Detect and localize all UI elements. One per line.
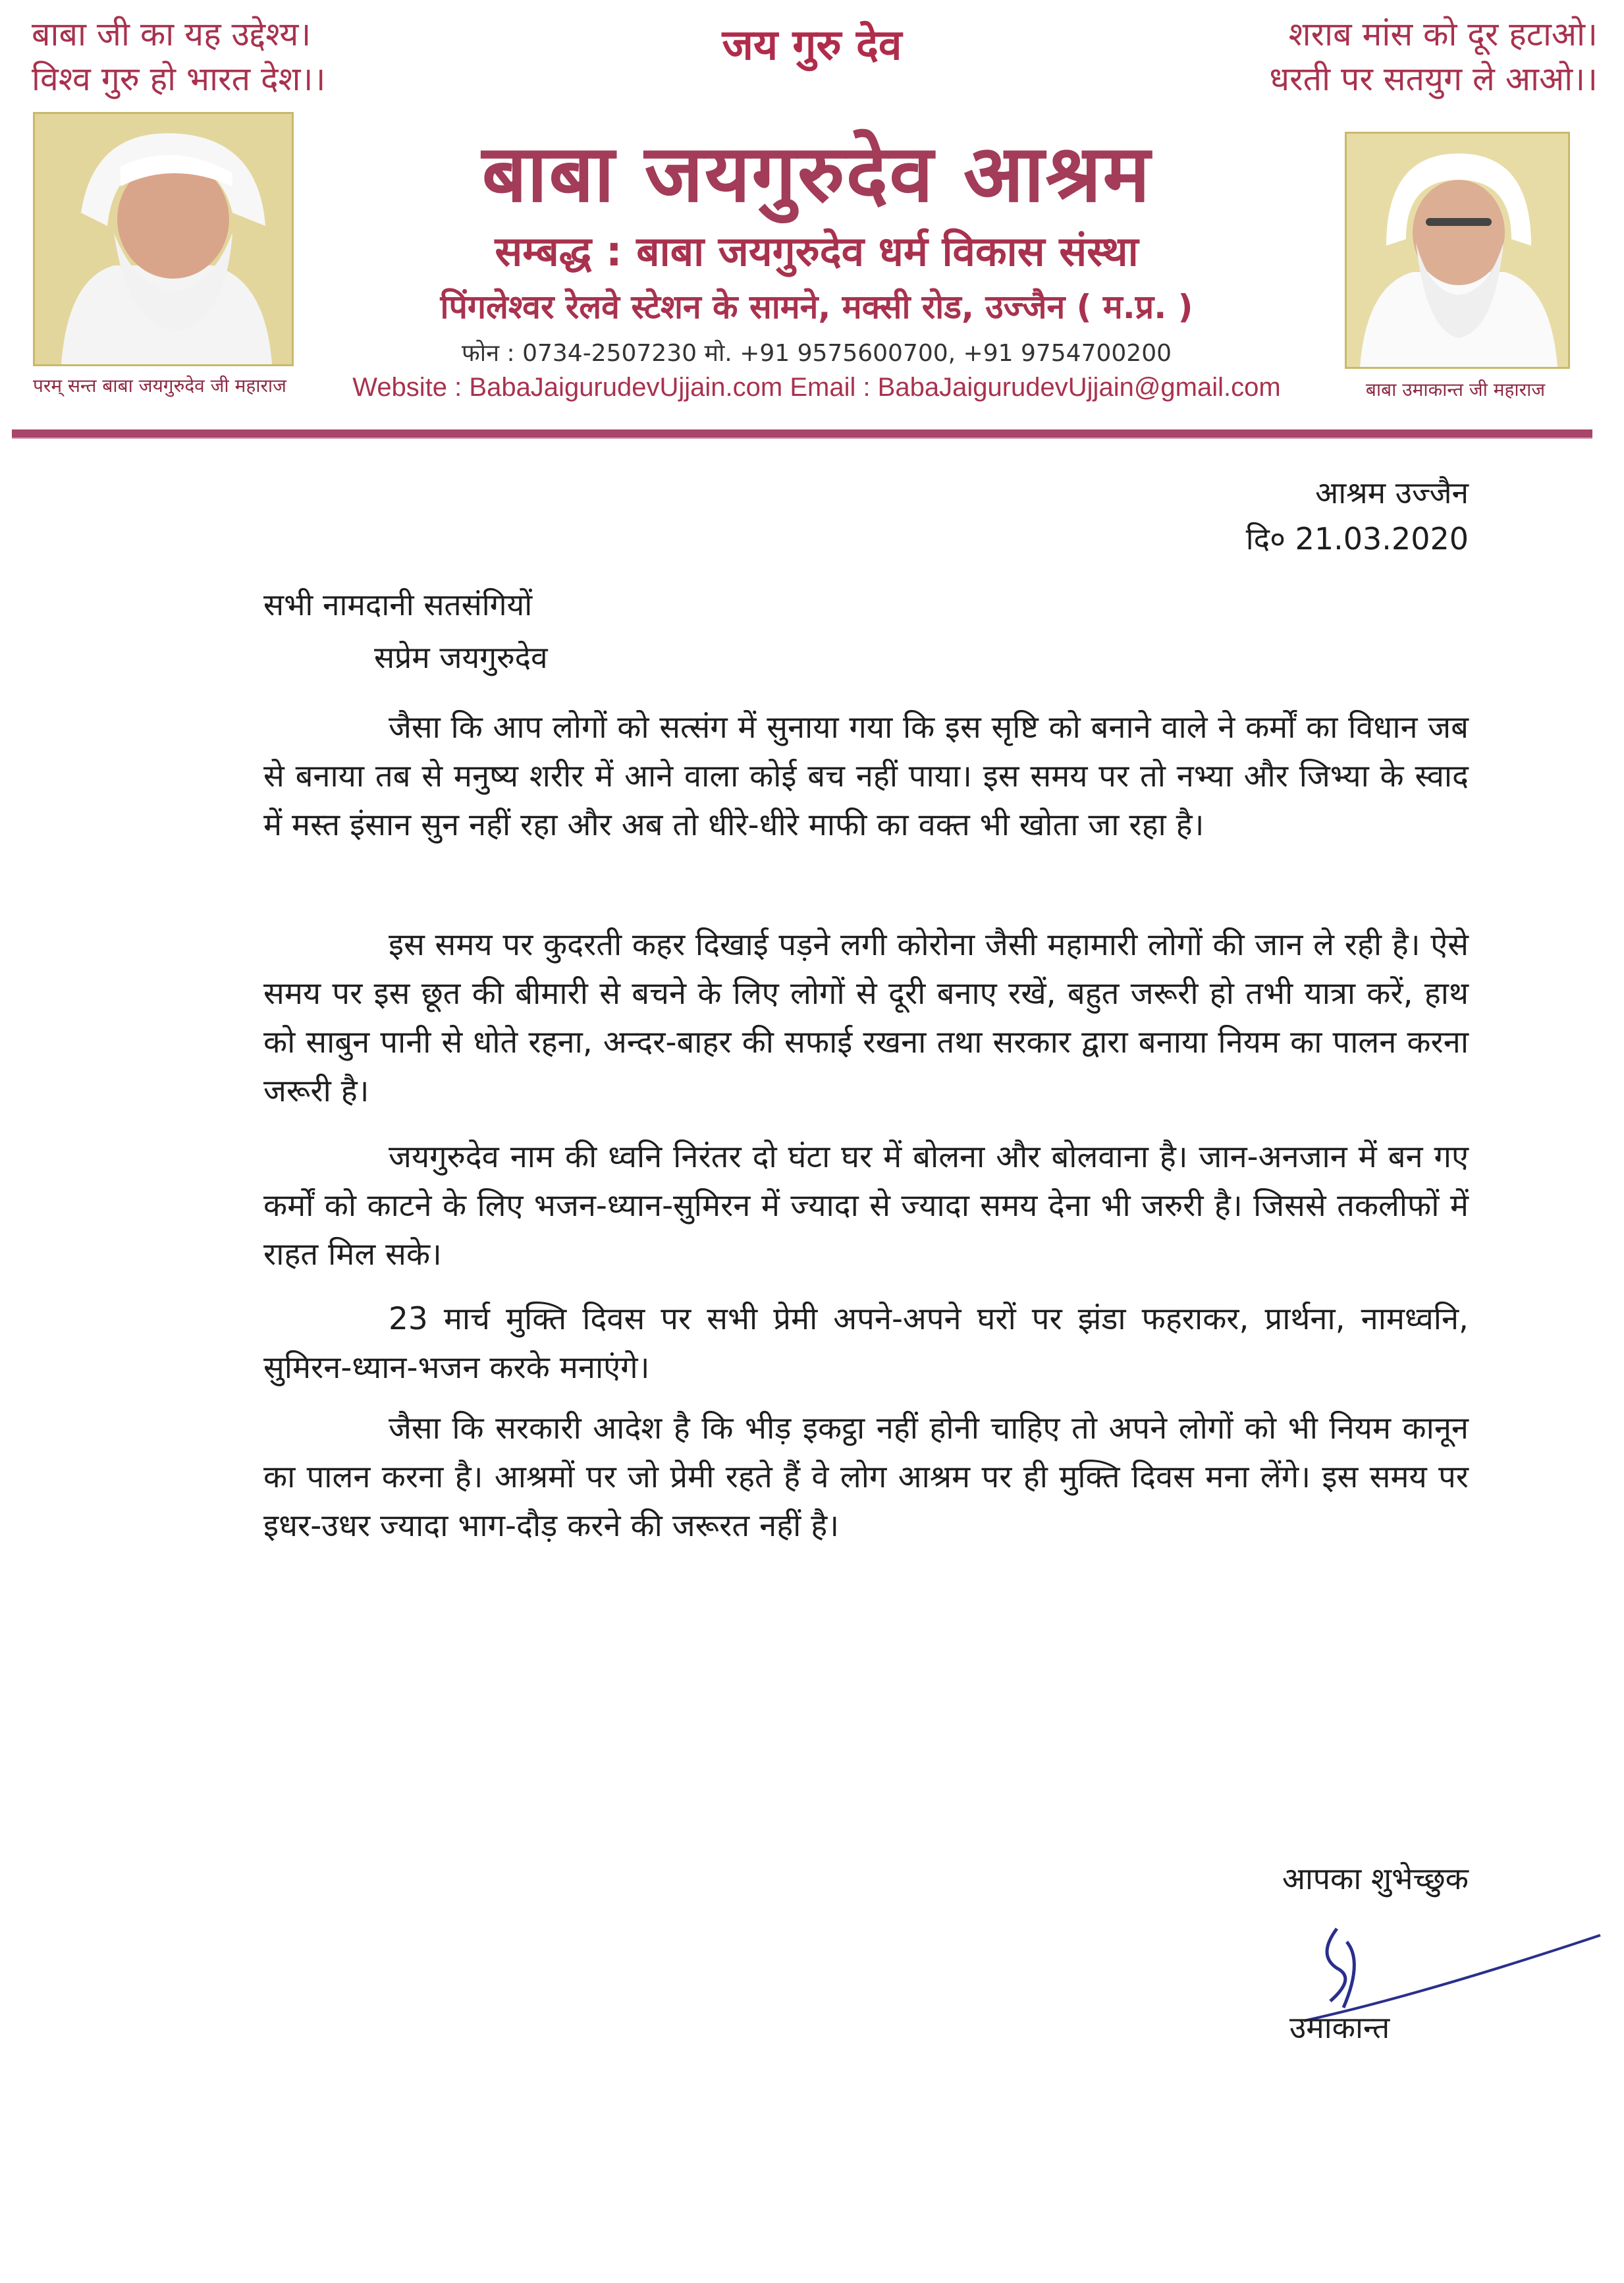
letter-date: दि० 21.03.2020 [1245, 521, 1469, 557]
address: पिंगलेश्वर रेलवे स्टेशन के सामने, मक्सी रोड, उज्जैन ( म.प्र. ) [440, 288, 1193, 326]
portrait-left-image [35, 114, 292, 364]
org-title: बाबा जयगुरुदेव आश्रम [481, 128, 1152, 220]
slogan-left-line-2: विश्व गुरु हो भारत देश।। [32, 60, 326, 98]
closing: आपका शुभेच्छुक [1282, 1861, 1469, 1896]
salutation: सभी नामदानी सतसंगियों [263, 587, 533, 622]
caption-right: बाबा उमाकान्त जी महाराज [1365, 379, 1546, 400]
phone-numbers: फोन : 0734-2507230 मो. +91 9575600700, +91 9754700200 [462, 340, 1172, 367]
website-email: Website : BabaJaigurudevUjjain.com Email : BabaJaigurudevUjjain@gmail.com [352, 373, 1281, 402]
portrait-left [33, 112, 294, 366]
paragraph-5: जैसा कि सरकारी आदेश है कि भीड़ इकट्ठा नहीं होनी चाहिए तो अपने लोगों को भी नियम कानून का पालन करना है। आश्रमों पर जो प्रेमी रहते हैं वे लोग आश्रम पर ही मुक्ति दिवस मना लेंगे। इस समय पर इधर-उधर ज्यादा भाग-दौड़ करने की जरूरत नहीं है। [263, 1410, 1469, 1544]
greeting: सप्रेम जयगुरुदेव [374, 640, 548, 675]
signatory-name: उमाकान्त [1289, 2010, 1390, 2045]
portrait-right [1345, 132, 1570, 369]
paragraph-3: जयगुरुदेव नाम की ध्वनि निरंतर दो घंटा घर में बोलना और बोलवाना है। जान-अनजान में बन गए कर्मों को काटने के लिए भजन-ध्यान-सुमिरन में ज्यादा से ज्यादा समय देना भी जरुरी है। जिससे तकलीफों में राहत मिल सके। [263, 1139, 1469, 1273]
affiliation: सम्बद्ध : बाबा जयगुरुदेव धर्म विकास संस्था [495, 227, 1139, 275]
portrait-right-image [1347, 134, 1568, 367]
slogan-right-line-2: धरती पर सतयुग ले आओ।। [1269, 60, 1598, 98]
caption-left: परम् सन्त बाबा जयगुरुदेव जी महाराज [33, 375, 286, 397]
top-title: जय गुरु देव [722, 21, 902, 70]
header-divider [12, 429, 1592, 439]
letter-place: आश्रम उज्जैन [1315, 475, 1469, 510]
paragraph-2: इस समय पर कुदरती कहर दिखाई पड़ने लगी कोरोना जैसी महामारी लोगों की जान ले रही है। ऐसे समय पर इस छूत की बीमारी से बचने के लिए लोगों से दूरी बनाए रखें, बहुत जरूरी हो तभी यात्रा करें, हाथ को साबुन पानी से धोते रहना, अन्दर-बाहर की सफाई रखना तथा सरकार द्वारा बनाया नियम का पालन करना जरूरी है। [263, 927, 1469, 1109]
paragraph-1: जैसा कि आप लोगों को सत्संग में सुनाया गया कि इस सृष्टि को बनाने वाले ने कर्मों का विधान जब से बनाया तब से मनुष्य शरीर में आने वाला कोई बच नहीं पाया। इस समय पर तो नभ्या और जिभ्या के स्वाद में मस्त इंसान सुन नहीं रहा और अब तो धीरे-धीरे माफी का वक्त भी खोता जा रहा है। [263, 709, 1469, 843]
slogan-right-line-1: शराब मांस को दूर हटाओ। [1288, 15, 1598, 53]
paragraph-4: 23 मार्च मुक्ति दिवस पर सभी प्रेमी अपने-अपने घरों पर झंडा फहराकर, प्रार्थना, नामध्वनि, सुमिरन-ध्यान-भजन करके मनाएंगे। [263, 1301, 1469, 1386]
slogan-left-line-1: बाबा जी का यह उद्देश्य। [32, 15, 311, 53]
